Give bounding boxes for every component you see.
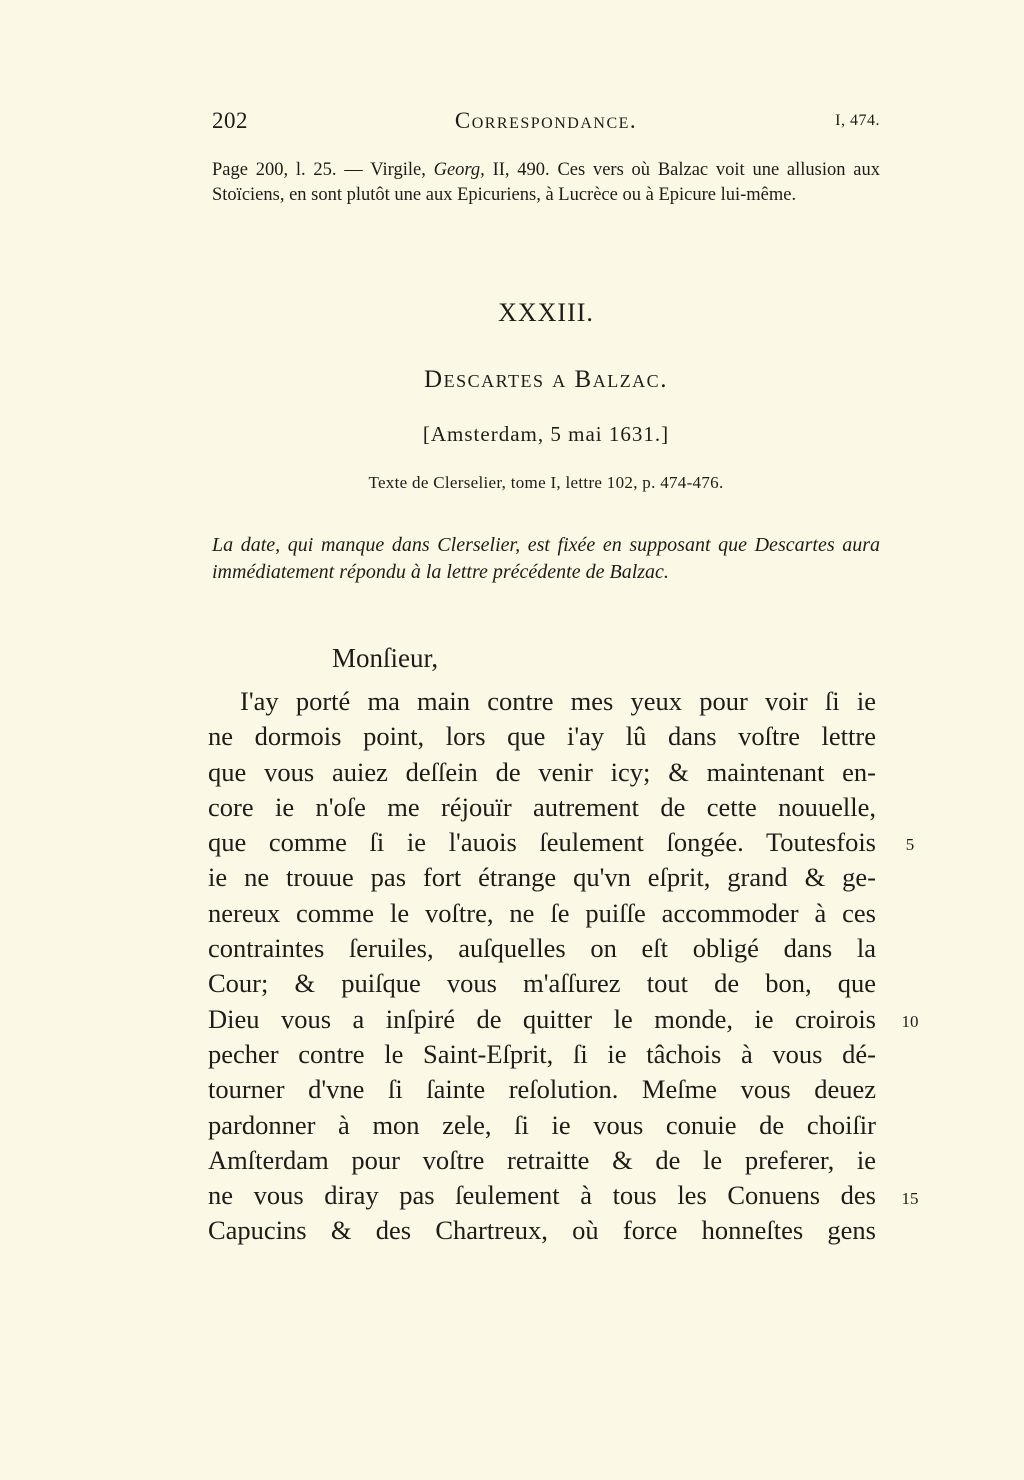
margin-line-number: 10	[901, 1012, 919, 1031]
body-line: Dieu vous a inſpiré de quitter le monde, ie croirois	[208, 1003, 876, 1034]
body-line: core ie n'oſe me réjouïr autrement de cette nouuelle,	[208, 791, 876, 822]
margin-line-number: 15	[901, 1189, 919, 1208]
letter-source: Texte de Clerselier, tome I, lettre 102, p. 474-476.	[368, 473, 724, 492]
salutation: Monſieur,	[332, 643, 439, 673]
body-line: pardonner à mon zele, ſi ie vous conuie de choiſir	[208, 1109, 876, 1140]
body-line: tourner d'vne ſi ſainte reſolution. Meſme vous deuez	[208, 1074, 876, 1105]
body-line: ne dormois point, lors que i'ay lû dans voſtre lettre	[208, 721, 876, 752]
body-line: pecher contre le Saint-Eſprit, ſi ie tâchois à vous dé-	[208, 1038, 876, 1069]
editorial-note: La date, qui manque dans Clerselier, est fixée en supposant que Descartes aura immédiatement répondu à la lettre précédente de Balzac.	[212, 534, 880, 583]
body-line: Amſterdam pour voſtre retraitte & de le preferer, ie	[208, 1144, 876, 1175]
margin-line-number: 5	[905, 835, 915, 854]
body-line: Cour; & puiſque vous m'aſſurez tout de bon, que	[208, 968, 876, 999]
body-line: ne vous diray pas ſeulement à tous les Conuens des	[208, 1180, 876, 1211]
letter-body	[208, 684, 876, 1249]
footnote	[212, 158, 880, 208]
body-line: que comme ſi ie l'auois ſeulement ſongée. Toutesfois	[208, 827, 876, 858]
footnote-prefix: Page 200, l. 25. — Virgile,	[212, 160, 434, 180]
letter-number: XXXIII.	[498, 298, 594, 327]
running-title: Correspondance.	[454, 108, 638, 133]
footnote-work-title: Georg,	[433, 160, 485, 180]
body-line: nereux comme le voſtre, ne ſe puiſſe accommoder à ces	[208, 897, 876, 928]
letter-title: Descartes a Balzac.	[424, 366, 668, 393]
letter-date: [Amsterdam, 5 mai 1631.]	[422, 422, 670, 446]
running-header	[212, 108, 880, 142]
footnote-text: II, 490. Ces vers où Balzac voit une allusion aux Stoïciens, en sont plutôt une aux Epicuriens, à Lucrèce ou à Epicure lui-même.	[212, 160, 880, 205]
body-line: contraintes ſeruiles, auſquelles on eſt obligé dans la	[208, 933, 876, 964]
body-line: Capucins & des Chartreux, où force honneſtes gens	[208, 1215, 876, 1246]
body-line: I'ay porté ma main contre mes yeux pour voir ſi ie	[240, 686, 876, 716]
body-line: que vous auiez deſſein de venir icy; & maintenant en-	[208, 756, 876, 787]
body-line: ie ne trouue pas fort étrange qu'vn eſprit, grand & ge-	[208, 862, 876, 893]
page-number: 202	[212, 108, 248, 133]
volume-reference: I, 474.	[835, 112, 880, 129]
